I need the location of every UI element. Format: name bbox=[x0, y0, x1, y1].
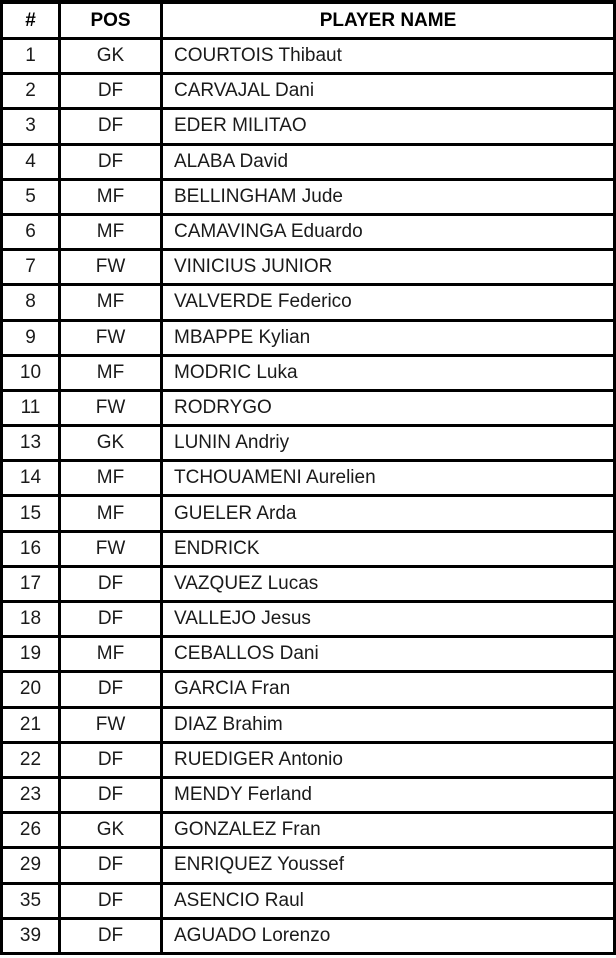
cell-number: 14 bbox=[3, 462, 61, 497]
table-row bbox=[3, 920, 616, 955]
header-row bbox=[3, 4, 616, 40]
cell-number: 3 bbox=[3, 110, 61, 145]
cell-player-name: ALABA David bbox=[163, 146, 616, 181]
cell-number: 16 bbox=[3, 533, 61, 568]
cell-player-name: CEBALLOS Dani bbox=[163, 638, 616, 673]
cell-number: 13 bbox=[3, 427, 61, 462]
cell-position: MF bbox=[61, 638, 163, 673]
table-row bbox=[3, 357, 616, 392]
cell-player-name: ENRIQUEZ Youssef bbox=[163, 849, 616, 884]
cell-position: MF bbox=[61, 357, 163, 392]
cell-player-name: ENDRICK bbox=[163, 533, 616, 568]
table-row bbox=[3, 497, 616, 532]
cell-player-name: BELLINGHAM Jude bbox=[163, 181, 616, 216]
cell-number: 39 bbox=[3, 920, 61, 955]
cell-position: FW bbox=[61, 709, 163, 744]
cell-number: 5 bbox=[3, 181, 61, 216]
header-position: POS bbox=[61, 4, 163, 40]
cell-player-name: MENDY Ferland bbox=[163, 779, 616, 814]
cell-player-name: MBAPPE Kylian bbox=[163, 322, 616, 357]
table-row bbox=[3, 849, 616, 884]
cell-position: DF bbox=[61, 75, 163, 110]
table-row bbox=[3, 814, 616, 849]
cell-player-name: VALLEJO Jesus bbox=[163, 603, 616, 638]
cell-position: FW bbox=[61, 392, 163, 427]
cell-number: 7 bbox=[3, 251, 61, 286]
cell-position: DF bbox=[61, 110, 163, 145]
cell-player-name: GUELER Arda bbox=[163, 497, 616, 532]
table-row bbox=[3, 568, 616, 603]
cell-number: 15 bbox=[3, 497, 61, 532]
table-row bbox=[3, 322, 616, 357]
table-row bbox=[3, 75, 616, 110]
cell-player-name: ASENCIO Raul bbox=[163, 885, 616, 920]
cell-player-name: GARCIA Fran bbox=[163, 673, 616, 708]
cell-player-name: VALVERDE Federico bbox=[163, 286, 616, 321]
cell-position: GK bbox=[61, 814, 163, 849]
cell-position: DF bbox=[61, 568, 163, 603]
cell-position: MF bbox=[61, 497, 163, 532]
cell-number: 1 bbox=[3, 40, 61, 75]
table-row bbox=[3, 673, 616, 708]
table-row bbox=[3, 146, 616, 181]
cell-position: DF bbox=[61, 885, 163, 920]
cell-number: 11 bbox=[3, 392, 61, 427]
cell-player-name: GONZALEZ Fran bbox=[163, 814, 616, 849]
cell-player-name: RODRYGO bbox=[163, 392, 616, 427]
cell-player-name: TCHOUAMENI Aurelien bbox=[163, 462, 616, 497]
cell-player-name: DIAZ Brahim bbox=[163, 709, 616, 744]
table-row bbox=[3, 462, 616, 497]
cell-position: DF bbox=[61, 779, 163, 814]
cell-player-name: EDER MILITAO bbox=[163, 110, 616, 145]
table-row bbox=[3, 216, 616, 251]
cell-position: MF bbox=[61, 181, 163, 216]
cell-number: 26 bbox=[3, 814, 61, 849]
cell-position: DF bbox=[61, 849, 163, 884]
cell-player-name: CARVAJAL Dani bbox=[163, 75, 616, 110]
table-row bbox=[3, 286, 616, 321]
table-body bbox=[3, 40, 616, 955]
table-row bbox=[3, 427, 616, 462]
table-row bbox=[3, 392, 616, 427]
cell-player-name: RUEDIGER Antonio bbox=[163, 744, 616, 779]
cell-position: MF bbox=[61, 462, 163, 497]
cell-number: 21 bbox=[3, 709, 61, 744]
cell-number: 2 bbox=[3, 75, 61, 110]
header-player-name: PLAYER NAME bbox=[163, 4, 616, 40]
table-row bbox=[3, 251, 616, 286]
table-row bbox=[3, 638, 616, 673]
cell-player-name: CAMAVINGA Eduardo bbox=[163, 216, 616, 251]
cell-player-name: COURTOIS Thibaut bbox=[163, 40, 616, 75]
cell-number: 19 bbox=[3, 638, 61, 673]
cell-number: 22 bbox=[3, 744, 61, 779]
table-row bbox=[3, 709, 616, 744]
cell-position: DF bbox=[61, 673, 163, 708]
cell-number: 4 bbox=[3, 146, 61, 181]
cell-player-name: MODRIC Luka bbox=[163, 357, 616, 392]
cell-position: FW bbox=[61, 251, 163, 286]
cell-player-name: VAZQUEZ Lucas bbox=[163, 568, 616, 603]
table-row bbox=[3, 533, 616, 568]
cell-position: GK bbox=[61, 427, 163, 462]
header-number: # bbox=[3, 4, 61, 40]
cell-position: GK bbox=[61, 40, 163, 75]
cell-number: 35 bbox=[3, 885, 61, 920]
cell-position: FW bbox=[61, 533, 163, 568]
cell-position: DF bbox=[61, 603, 163, 638]
cell-position: FW bbox=[61, 322, 163, 357]
cell-position: MF bbox=[61, 286, 163, 321]
cell-number: 23 bbox=[3, 779, 61, 814]
table-row bbox=[3, 603, 616, 638]
table-header bbox=[3, 4, 616, 40]
table-row bbox=[3, 744, 616, 779]
cell-number: 18 bbox=[3, 603, 61, 638]
table-row bbox=[3, 110, 616, 145]
table-row bbox=[3, 779, 616, 814]
cell-number: 9 bbox=[3, 322, 61, 357]
cell-position: DF bbox=[61, 146, 163, 181]
cell-position: DF bbox=[61, 744, 163, 779]
cell-number: 10 bbox=[3, 357, 61, 392]
cell-player-name: LUNIN Andriy bbox=[163, 427, 616, 462]
cell-number: 17 bbox=[3, 568, 61, 603]
cell-position: DF bbox=[61, 920, 163, 955]
cell-player-name: AGUADO Lorenzo bbox=[163, 920, 616, 955]
cell-player-name: VINICIUS JUNIOR bbox=[163, 251, 616, 286]
table-row bbox=[3, 40, 616, 75]
cell-number: 8 bbox=[3, 286, 61, 321]
cell-number: 20 bbox=[3, 673, 61, 708]
cell-position: MF bbox=[61, 216, 163, 251]
cell-number: 29 bbox=[3, 849, 61, 884]
table-row bbox=[3, 181, 616, 216]
cell-number: 6 bbox=[3, 216, 61, 251]
table-row bbox=[3, 885, 616, 920]
